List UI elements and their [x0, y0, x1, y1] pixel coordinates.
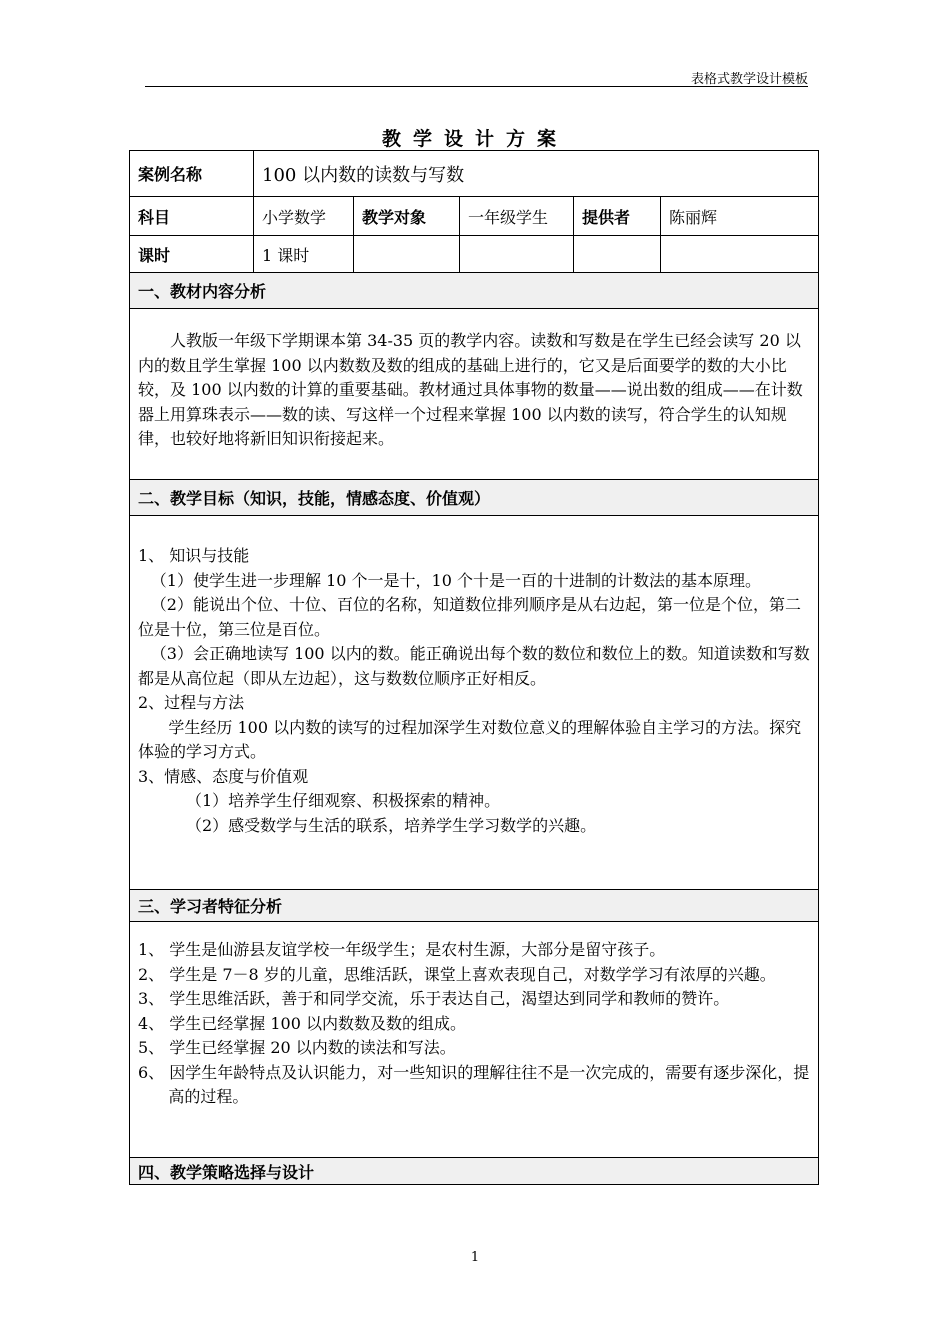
lesson-plan-table: [129, 150, 819, 1185]
hours-row: [130, 236, 819, 273]
section-3-content-row: [130, 922, 819, 1158]
list-item: 6、 因学生年龄特点及认识能力，对一些知识的理解往往不是一次完成的，需要有逐步深化，提高的过程。: [138, 1062, 810, 1106]
subject-label: 科目: [130, 197, 254, 236]
list-item: 3、 学生思维活跃，善于和同学交流，乐于表达自己，渴望达到同学和教师的赞许。: [138, 989, 730, 1008]
case-name-row: [130, 151, 819, 197]
provider-label: 提供者: [574, 197, 661, 236]
list-item: 4、 学生已经掌握 100 以内数数及数的组成。: [138, 1013, 466, 1033]
knowledge-item-3: （3）会正确地读写 100 以内的数。能正确说出每个数的数位和数位上的数。知道读数和写数都是从高位起（即从左边起），这与数数位顺序正好相反。: [138, 644, 810, 688]
case-name-label: 案例名称: [130, 151, 254, 197]
section-2-content: [130, 516, 819, 890]
knowledge-skills-title: 1、 知识与技能: [138, 546, 250, 565]
list-item: 5、 学生已经掌握 20 以内数的读法和写法。: [138, 1038, 456, 1057]
document-title: 教学设计方案: [381, 128, 568, 150]
case-name-value: 100 以内数的读数与写数: [254, 151, 819, 197]
section-1-content-row: [130, 309, 819, 480]
section-3-heading-row: [130, 890, 819, 922]
process-method-title: 2、过程与方法: [138, 693, 245, 712]
subject-row: [130, 197, 819, 236]
section-3-content: [130, 922, 819, 1158]
provider-value: 陈丽辉: [661, 197, 819, 236]
empty-cell: [574, 236, 661, 273]
target-value: 一年级学生: [460, 197, 574, 236]
page-number: 1: [470, 1250, 480, 1265]
empty-cell: [354, 236, 460, 273]
process-method-text: 学生经历 100 以内数的读写的过程加深学生对数位意义的理解体验自主学习的方法。探究体验的学习方式。: [138, 717, 802, 761]
emotion-values-title: 3、情感、态度与价值观: [138, 766, 309, 786]
subject-value: 小学数学: [254, 197, 354, 236]
empty-cell: [460, 236, 574, 273]
emotion-item-1: （1）培养学生仔细观察、积极探索的精神。: [186, 791, 501, 810]
list-item: 2、 学生是 7－8 岁的儿童，思维活跃，课堂上喜欢表现自己，对数学学习有浓厚的兴趣。: [138, 964, 776, 984]
hours-value: 1 课时: [254, 236, 354, 273]
section-4-heading-row: [130, 1158, 819, 1185]
section-1-content: [130, 309, 819, 480]
list-item: 1、 学生是仙游县友谊学校一年级学生；是农村生源，大部分是留守孩子。: [138, 940, 666, 959]
section-4-heading: 四、教学策略选择与设计: [130, 1158, 819, 1185]
emotion-item-2: （2）感受数学与生活的联系，培养学生学习数学的兴趣。: [186, 815, 597, 835]
section-2-heading-row: [130, 480, 819, 516]
section-2-heading: 二、教学目标（知识，技能，情感态度、价值观）: [130, 480, 819, 516]
section-1-paragraph: 人教版一年级下学期课本第 34-35 页的教学内容。读数和写数是在学生已经会读写 20 以内的数且学生掌握 100 以内数数及数的组成的基础上进行的，它又是后面要学的数的大小比较，及 100 以内数的计算的重要基础。教材通过具体事物的数量——说出数的组成——在计数器上用算珠表示——数的读、写这样一个过程来掌握 100 以内数的读写，符合学生的认知规律，也较好地将新旧知识衔接起来。: [138, 331, 803, 448]
page-header: 表格式教学设计模板: [690, 72, 808, 87]
section-3-heading: 三、学习者特征分析: [130, 890, 819, 922]
section-1-heading-row: [130, 273, 819, 309]
target-label: 教学对象: [354, 197, 460, 236]
hours-label: 课时: [130, 236, 254, 273]
section-2-content-row: [130, 516, 819, 890]
knowledge-item-1: （1）使学生进一步理解 10 个一是十，10 个十是一百的十进制的计数法的基本原理。: [150, 570, 761, 590]
empty-cell: [661, 236, 819, 273]
section-1-heading: 一、教材内容分析: [130, 273, 819, 309]
header-rule: [145, 86, 808, 87]
knowledge-item-2: （2）能说出个位、十位、百位的名称，知道数位排列顺序是从右边起，第一位是个位，第二位是十位，第三位是百位。: [138, 595, 801, 639]
